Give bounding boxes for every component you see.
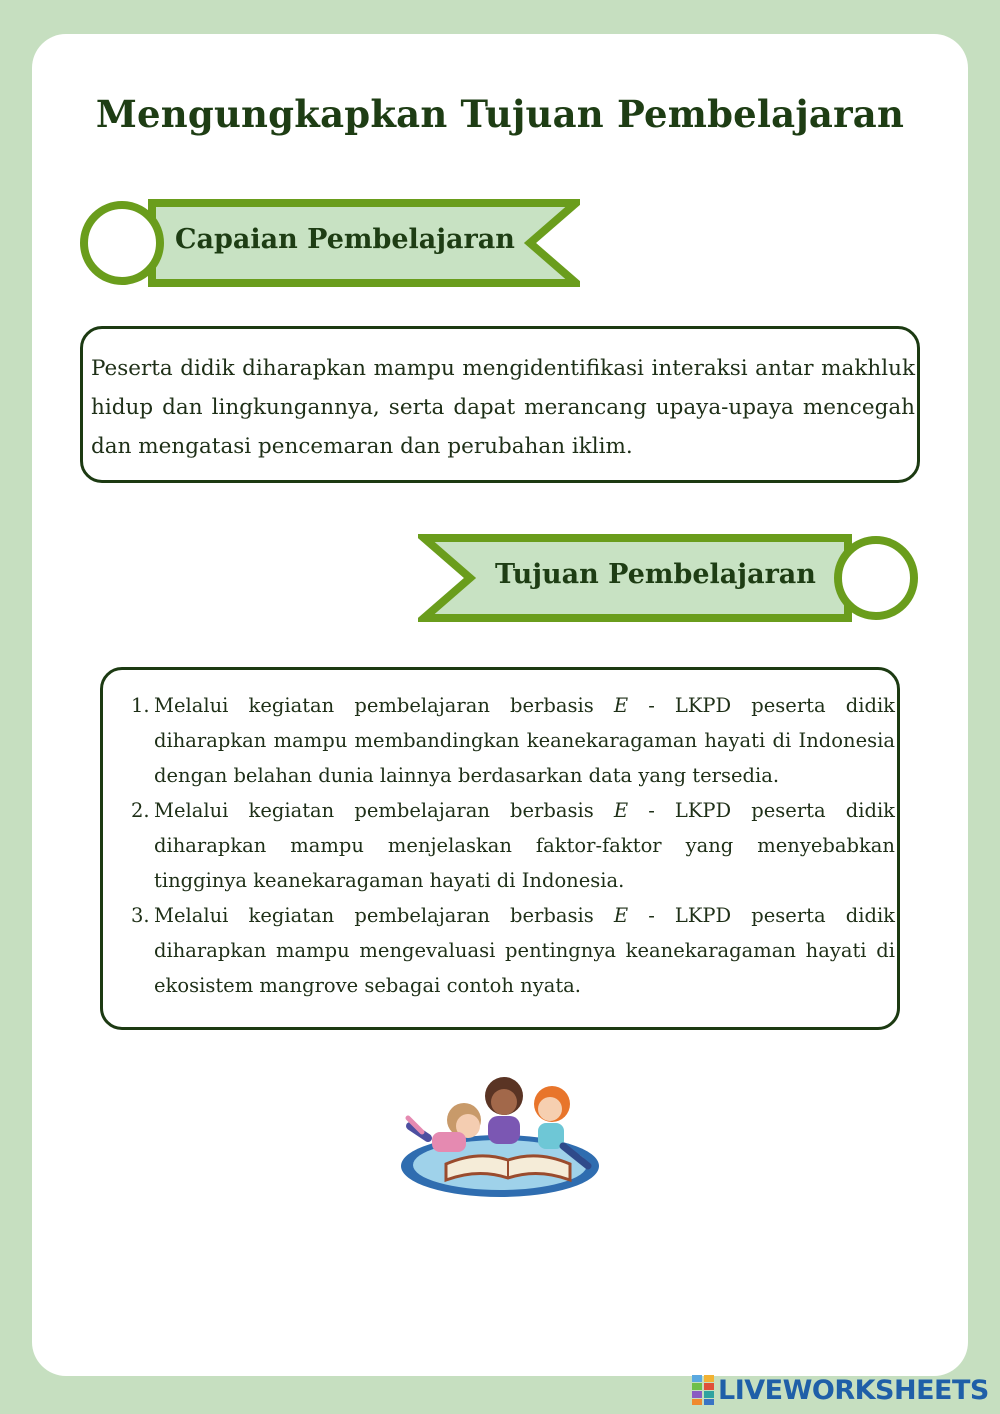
liveworksheets-brand	[692, 1373, 989, 1407]
tujuan-ribbon	[418, 532, 922, 624]
page-title: Mengungkapkan Tujuan Pembelajaran	[95, 92, 905, 136]
item-text: Melalui kegiatan pembelajaran berbasis	[154, 904, 614, 927]
list-item	[125, 898, 895, 1003]
children-reading-book-icon	[400, 1068, 604, 1204]
list-item	[125, 688, 895, 793]
item-number: 1.	[131, 694, 150, 717]
tujuan-list	[125, 688, 895, 1003]
item-text: - LKPD peserta didik diharapkan mampu membandingkan keanekaragaman hayati di Indonesia dengan belahan dunia lainnya berdasarkan data yang tersedia.	[154, 694, 895, 787]
item-emphasis: E	[613, 694, 629, 717]
tujuan-box	[100, 667, 900, 1030]
brand-name: LIVEWORKSHEETS	[718, 1374, 989, 1406]
item-number: 2.	[131, 799, 150, 822]
tujuan-heading: Tujuan Pembelajaran	[495, 559, 816, 590]
item-text: - LKPD peserta didik diharapkan mampu mengevaluasi pentingnya keanekaragaman hayati di ekosistem mangrove sebagai contoh nyata.	[154, 904, 895, 997]
liveworksheets-logo-icon	[692, 1375, 714, 1405]
capaian-box	[80, 326, 920, 483]
item-text: Melalui kegiatan pembelajaran berbasis	[154, 799, 614, 822]
item-number: 3.	[131, 904, 150, 927]
item-text: - LKPD peserta didik diharapkan mampu menjelaskan faktor-faktor yang menyebabkan tingginya keanekaragaman hayati di Indonesia.	[154, 799, 895, 892]
capaian-text: Peserta didik diharapkan mampu mengidentifikasi interaksi antar makhluk hidup dan lingkungannya, serta dapat merancang upaya-upaya mencegah dan mengatasi pencemaran dan perubahan iklim.	[91, 356, 915, 459]
item-text: Melalui kegiatan pembelajaran berbasis	[154, 694, 614, 717]
capaian-heading: Capaian Pembelajaran	[175, 224, 515, 255]
item-emphasis: E	[613, 904, 629, 927]
list-item	[125, 793, 895, 898]
capaian-ribbon	[80, 197, 580, 289]
item-emphasis: E	[613, 799, 629, 822]
